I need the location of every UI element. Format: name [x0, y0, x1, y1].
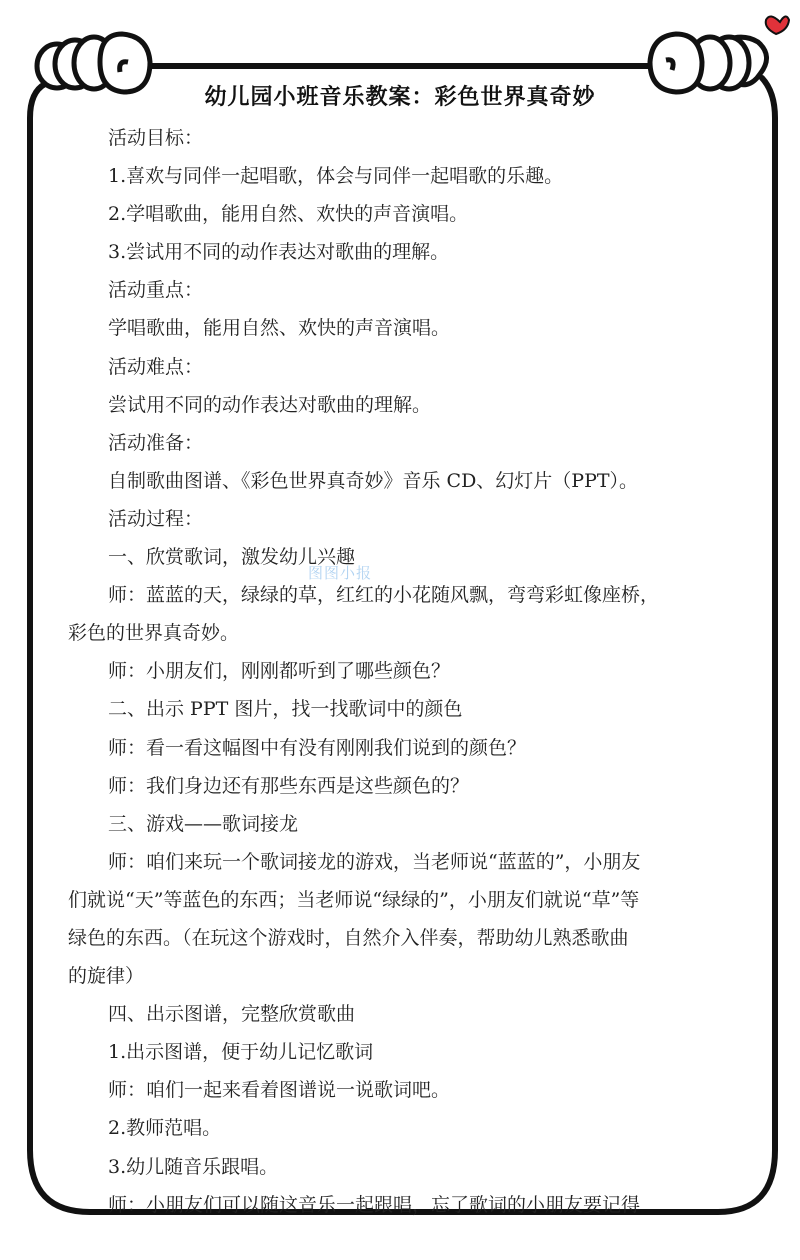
text-line: 绿色的东西。（在玩这个游戏时，自然介入伴奏，帮助幼儿熟悉歌曲 [68, 926, 629, 949]
text-line: 师：我们身边还有那些东西是这些颜色的？ [108, 774, 470, 797]
text-line: 三、游戏——歌词接龙 [108, 812, 299, 835]
text-line: 一、欣赏歌词，激发幼儿兴趣 [108, 546, 356, 569]
text-line: 的旋律） [68, 965, 145, 988]
text-line: 二、出示 PPT 图片，找一找歌词中的颜色 [108, 698, 463, 721]
text-line: 2.教师范唱。 [108, 1117, 222, 1140]
text-line: 四、出示图谱，完整欣赏歌曲 [108, 1003, 356, 1026]
text-line: 彩色的世界真奇妙。 [68, 622, 240, 645]
text-line: 活动准备： [108, 431, 204, 454]
heart-icon [766, 16, 789, 34]
text-line: 1.喜欢与同伴一起唱歌，体会与同伴一起唱歌的乐趣。 [108, 165, 564, 188]
text-line: 活动重点： [108, 279, 204, 302]
text-line: 3.幼儿随音乐跟唱。 [108, 1155, 279, 1178]
text-line: 师：看一看这幅图中有没有刚刚我们说到的颜色？ [108, 736, 527, 759]
text-line: 自制歌曲图谱、《彩色世界真奇妙》音乐 CD、幻灯片（PPT）。 [108, 469, 639, 492]
text-line: 们就说“天”等蓝色的东西；当老师说“绿绿的”，小朋友们就说“草”等 [68, 888, 640, 911]
text-line: 活动目标： [108, 127, 204, 149]
text-line: 2.学唱歌曲，能用自然、欢快的声音演唱。 [108, 203, 469, 226]
text-line: 1.出示图谱，便于幼儿记忆歌词 [108, 1041, 374, 1064]
document-body [68, 119, 748, 1224]
text-line: 3.尝试用不同的动作表达对歌曲的理解。 [108, 241, 450, 264]
text-line: 尝试用不同的动作表达对歌曲的理解。 [108, 393, 432, 416]
text-line: 师：小朋友们可以随这音乐一起跟唱，忘了歌词的小朋友要记得 [108, 1193, 641, 1216]
text-line: 师：蓝蓝的天，绿绿的草，红红的小花随风飘，弯弯彩虹像座桥， [108, 584, 660, 607]
text-line: 活动过程： [108, 507, 204, 530]
document-title: 幼儿园小班音乐教案：彩色世界真奇妙 [204, 84, 596, 110]
text-line: 师：小朋友们，刚刚都听到了哪些颜色？ [108, 660, 451, 683]
text-line: 活动难点： [108, 355, 204, 378]
text-line: 师：咱们来玩一个歌词接龙的游戏，当老师说“蓝蓝的”，小朋友 [108, 850, 641, 873]
text-line: 学唱歌曲，能用自然、欢快的声音演唱。 [108, 317, 451, 340]
text-line: 师：咱们一起来看着图谱说一说歌词吧。 [108, 1079, 451, 1102]
watermark: 图图小报 [308, 564, 373, 582]
